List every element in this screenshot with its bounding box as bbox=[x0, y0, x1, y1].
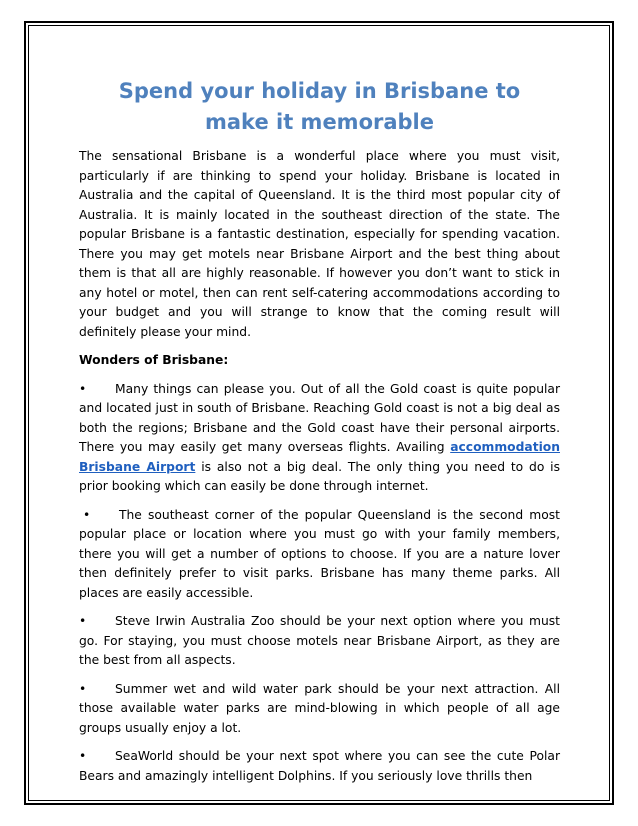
bullet-symbol: • bbox=[79, 381, 87, 396]
bullet-1-text-before: Many things can please you. Out of all the Gold coast is quite popular and located just in south of Brisbane. Reaching Gold coast is not a big deal as both the regions; Brisbane and the Gold coast have their personal airports. There you may easily get many overseas flights. Availing bbox=[79, 381, 560, 454]
bullet-paragraph-1 bbox=[79, 380, 560, 497]
bullet-symbol: • bbox=[79, 681, 87, 696]
bullet-paragraph-5 bbox=[79, 747, 560, 786]
page-title bbox=[79, 76, 560, 138]
bullet-symbol: • bbox=[83, 507, 91, 522]
section-heading: Wonders of Brisbane: bbox=[79, 353, 229, 367]
title-line-1: Spend your holiday in Brisbane to bbox=[118, 79, 521, 103]
bullet-1-text-after: is also not a big deal. The only thing you need to do is prior booking which can easily be done through internet. bbox=[79, 459, 561, 493]
bullet-4-text: Summer wet and wild water park should be your next attraction. All those available water parks are mind-blowing in which people of all age groups usually enjoy a lot. bbox=[79, 681, 560, 735]
bullet-paragraph-2 bbox=[79, 506, 560, 604]
title-line-2: make it memorable bbox=[205, 110, 434, 134]
bullet-paragraph-3 bbox=[79, 612, 560, 671]
document-body bbox=[79, 76, 560, 795]
bullet-2-text: The southeast corner of the popular Queensland is the second most popular place or location where you must go with your family members, there you will get a number of options to choose. If you are a nature lover then definitely prefer to visit parks. Brisbane has many theme parks. All places are easily accessible. bbox=[79, 507, 560, 600]
bullet-symbol: • bbox=[79, 749, 87, 763]
bullet-paragraph-4 bbox=[79, 680, 560, 739]
accommodation-link[interactable]: accommodation Brisbane Airport bbox=[79, 440, 560, 474]
bullet-3-text: Steve Irwin Australia Zoo should be your next option where you must go. For staying, you must choose motels near Brisbane Airport, as they are the best from all aspects. bbox=[79, 614, 560, 667]
intro-paragraph: The sensational Brisbane is a wonderful place where you must visit, particularly if are thinking to spend your holiday. Brisbane is located in Australia and the capital of Queensland. It is the third most popular city of Australia. It is mainly located in the southeast direction of the state. The popular Brisbane is a fantastic destination, especially for spending vacation. There you may get motels near Brisbane Airport and the best thing about them is that all are highly reasonable. If however you don’t want to stick in any hotel or motel, then can rent self-catering accommodations according to your budget and you will strange to know that the coming result will definitely please your mind. bbox=[79, 149, 560, 339]
bullet-symbol: • bbox=[79, 614, 87, 628]
bullet-5-text: SeaWorld should be your next spot where you can see the cute Polar Bears and amazingly intelligent Dolphins. If you seriously love thrills then bbox=[79, 749, 560, 783]
